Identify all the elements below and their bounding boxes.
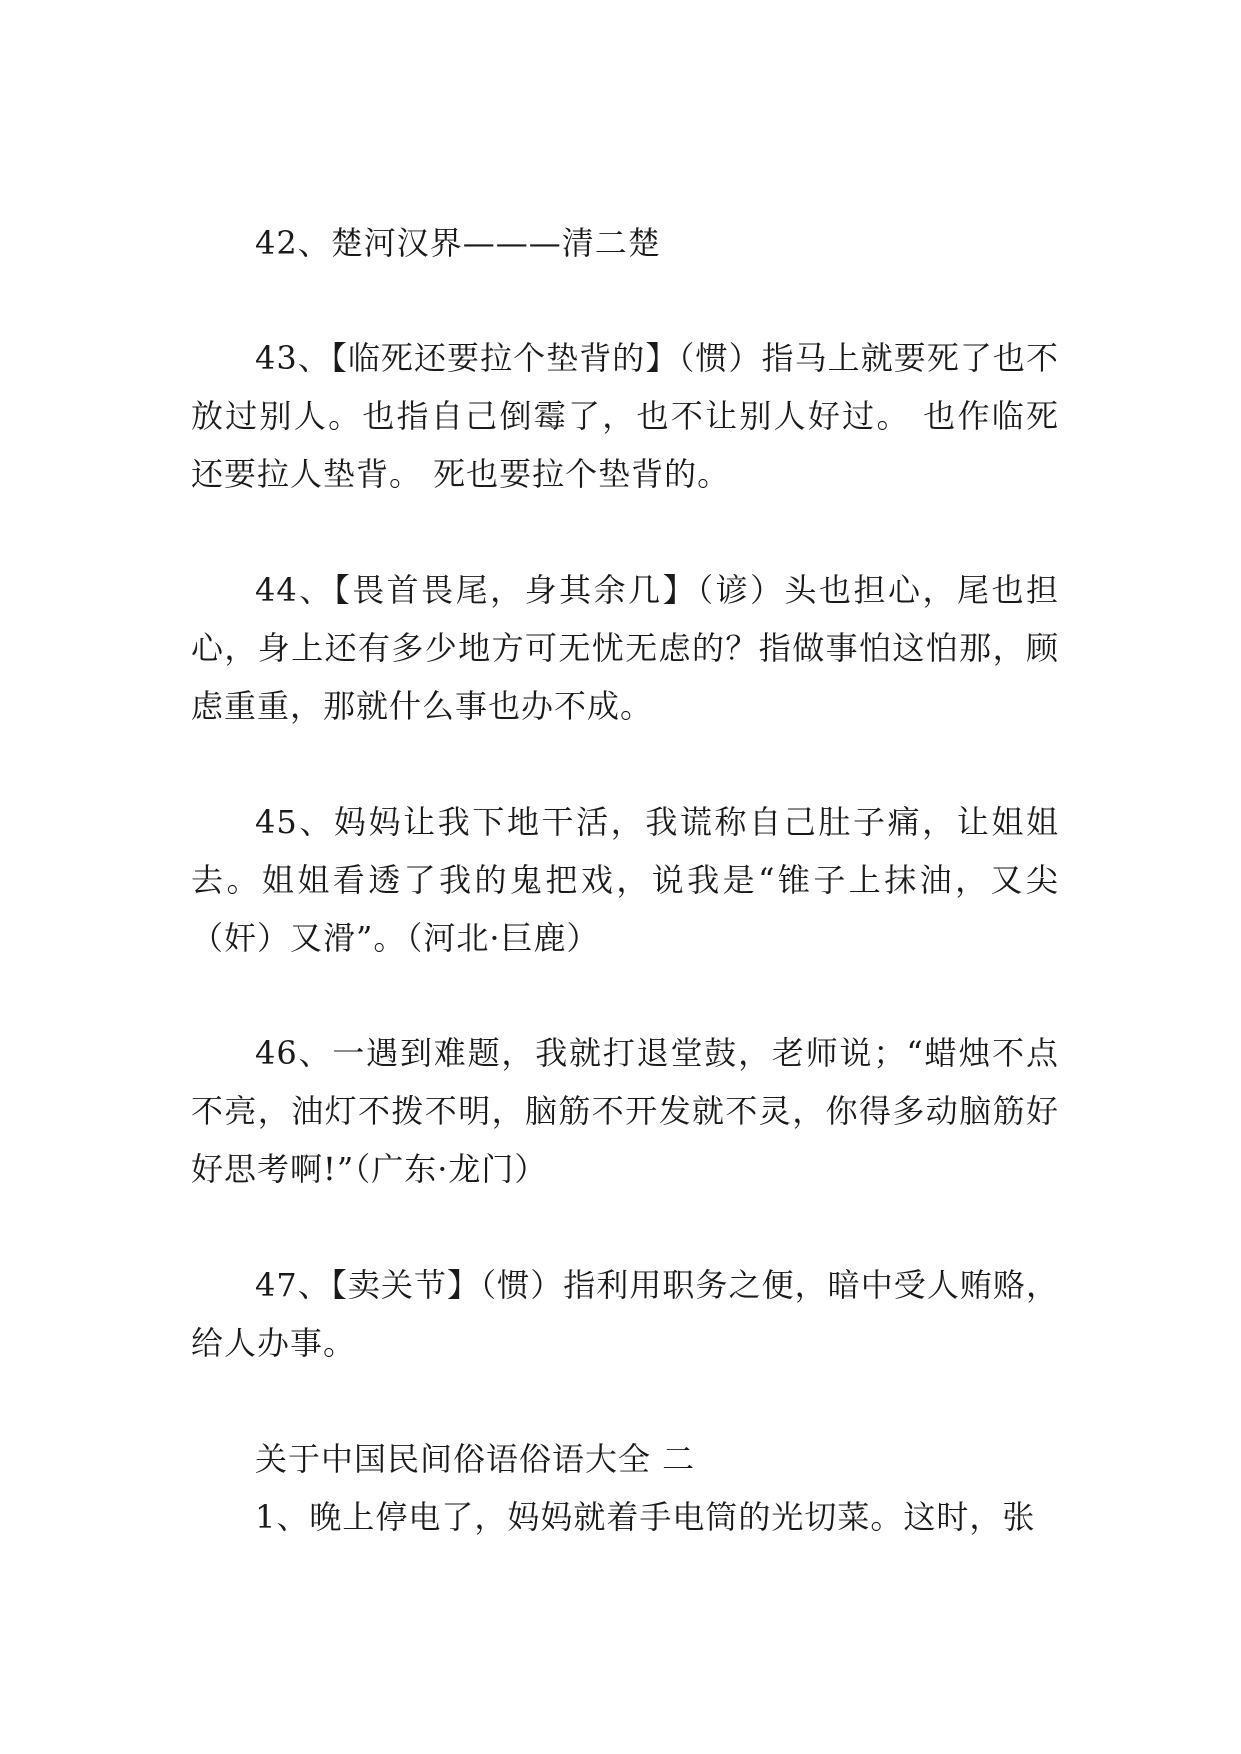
- section-paragraph-1: 1、晚上停电了，妈妈就着手电筒的光切菜。这时，张: [255, 1498, 1036, 1536]
- paragraph-42: 42、楚河汉界———清二楚: [255, 224, 661, 262]
- paragraph-46: 46、一遇到难题，我就打退堂鼓，老师说；“蜡烛不点不亮，油灯不拨不明，脑筋不开发就不灵，你得多动脑筋好好思考啊!”（广东·龙门）: [191, 1034, 1059, 1188]
- paragraph-44: 44、【畏首畏尾，身其余几】（谚）头也担心，尾也担心，身上还有多少地方可无忧无虑的？指做事怕这怕那，顾虑重重，那就什么事也办不成。: [191, 571, 1059, 725]
- paragraph-47: 47、【卖关节】（惯）指利用职务之便，暗中受人贿赂，给人办事。: [191, 1266, 1059, 1362]
- paragraph-45: 45、妈妈让我下地干活，我谎称自己肚子痛，让姐姐去。姐姐看透了我的鬼把戏，说我是“锥子上抹油，又尖（奸）又滑”。（河北·巨鹿）: [191, 803, 1059, 957]
- section-title: 关于中国民间俗语俗语大全 二: [255, 1440, 696, 1478]
- paragraph-43: 43、【临死还要拉个垫背的】（惯）指马上就要死了也不放过别人。也指自己倒霉了，也不让别人好过。 也作临死还要拉人垫背。 死也要拉个垫背的。: [191, 339, 1059, 493]
